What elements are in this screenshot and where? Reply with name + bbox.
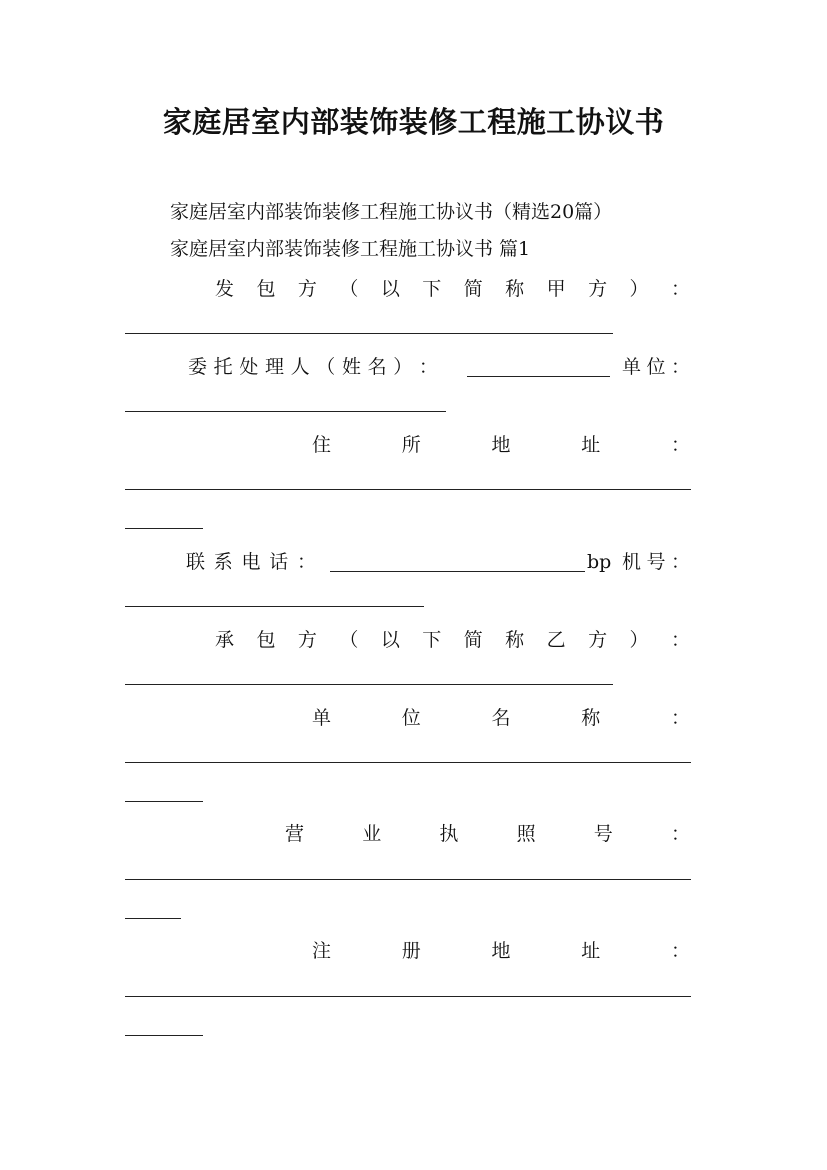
char: ） (629, 629, 649, 651)
char: ： (418, 356, 438, 378)
char: 注 (312, 940, 332, 962)
char: 照 (516, 823, 536, 845)
phone-label (186, 550, 316, 574)
party-a-blank[interactable] (125, 333, 613, 334)
char: 甲 (546, 278, 566, 300)
agent-unit-blank[interactable] (125, 411, 446, 412)
char: 乙 (546, 629, 566, 651)
char: 处 (239, 356, 259, 378)
char: ： (670, 551, 690, 573)
char: 称 (505, 278, 525, 300)
char: 名 (367, 356, 387, 378)
char: 号 (593, 823, 613, 845)
char: 包 (256, 629, 276, 651)
char: 以 (380, 629, 400, 651)
char: 以 (380, 278, 400, 300)
char: 托 (213, 356, 233, 378)
char: （ (339, 629, 359, 651)
document-title: 家庭居室内部装饰装修工程施工协议书 (162, 105, 665, 139)
char: 营 (285, 823, 305, 845)
agent-unit-label (622, 355, 690, 379)
char: 下 (422, 629, 442, 651)
address-blank-line1[interactable] (125, 489, 691, 490)
char: 机 (622, 551, 642, 573)
party-b-label (215, 628, 690, 652)
char: 位 (646, 356, 666, 378)
char: ： (670, 434, 690, 456)
reg-address-blank-line2[interactable] (125, 1035, 203, 1036)
char: ： (670, 356, 690, 378)
char: 方 (297, 278, 317, 300)
document-subtitle: 家庭居室内部装饰装修工程施工协议书（精选20篇） (170, 201, 613, 223)
license-blank-line1[interactable] (125, 879, 691, 880)
char: 称 (505, 629, 525, 651)
char: 联 (186, 551, 206, 573)
char: 地 (491, 434, 511, 456)
char: 委 (188, 356, 208, 378)
char: 单 (312, 707, 332, 729)
char: （ (339, 278, 359, 300)
unit-name-label (312, 706, 690, 730)
license-blank-line2[interactable] (125, 918, 181, 919)
char: 包 (256, 278, 276, 300)
char: 册 (401, 940, 421, 962)
char: 地 (491, 940, 511, 962)
char: ： (670, 278, 690, 300)
char: ： (670, 940, 690, 962)
char: 系 (213, 551, 233, 573)
agent-name-blank[interactable] (467, 376, 610, 377)
bp-label: bp (587, 551, 612, 573)
address-label (312, 433, 690, 457)
char: 业 (362, 823, 382, 845)
char: ） (629, 278, 649, 300)
address-blank-line2[interactable] (125, 528, 203, 529)
char: ） (393, 356, 413, 378)
char: 人 (290, 356, 310, 378)
char: 姓 (341, 356, 361, 378)
char: 址 (581, 940, 601, 962)
char: 住 (312, 434, 332, 456)
reg-address-blank-line1[interactable] (125, 996, 691, 997)
char: 址 (581, 434, 601, 456)
char: 理 (264, 356, 284, 378)
char: 方 (588, 278, 608, 300)
unit-name-blank-line1[interactable] (125, 762, 691, 763)
char: 称 (581, 707, 601, 729)
char: 承 (215, 629, 235, 651)
char: 发 (215, 278, 235, 300)
char: 下 (422, 278, 442, 300)
section-heading: 家庭居室内部装饰装修工程施工协议书 篇1 (170, 238, 531, 260)
char: 话 (269, 551, 289, 573)
char: 方 (297, 629, 317, 651)
char: （ (316, 356, 336, 378)
party-b-blank[interactable] (125, 684, 613, 685)
char: ： (670, 629, 690, 651)
char: ： (296, 551, 316, 573)
char: 简 (463, 278, 483, 300)
phone-blank[interactable] (330, 571, 585, 572)
char: 单 (622, 356, 642, 378)
bp-number-blank[interactable] (125, 606, 424, 607)
char: 方 (588, 629, 608, 651)
bp-number-label (622, 550, 690, 574)
party-a-label (215, 277, 690, 301)
char: 简 (463, 629, 483, 651)
char: 电 (241, 551, 261, 573)
license-label (285, 822, 690, 846)
agent-label (188, 355, 438, 379)
char: 执 (439, 823, 459, 845)
char: 名 (491, 707, 511, 729)
reg-address-label (312, 939, 690, 963)
char: ： (670, 823, 690, 845)
char: 号 (646, 551, 666, 573)
char: ： (670, 707, 690, 729)
unit-name-blank-line2[interactable] (125, 801, 203, 802)
char: 所 (401, 434, 421, 456)
char: 位 (401, 707, 421, 729)
